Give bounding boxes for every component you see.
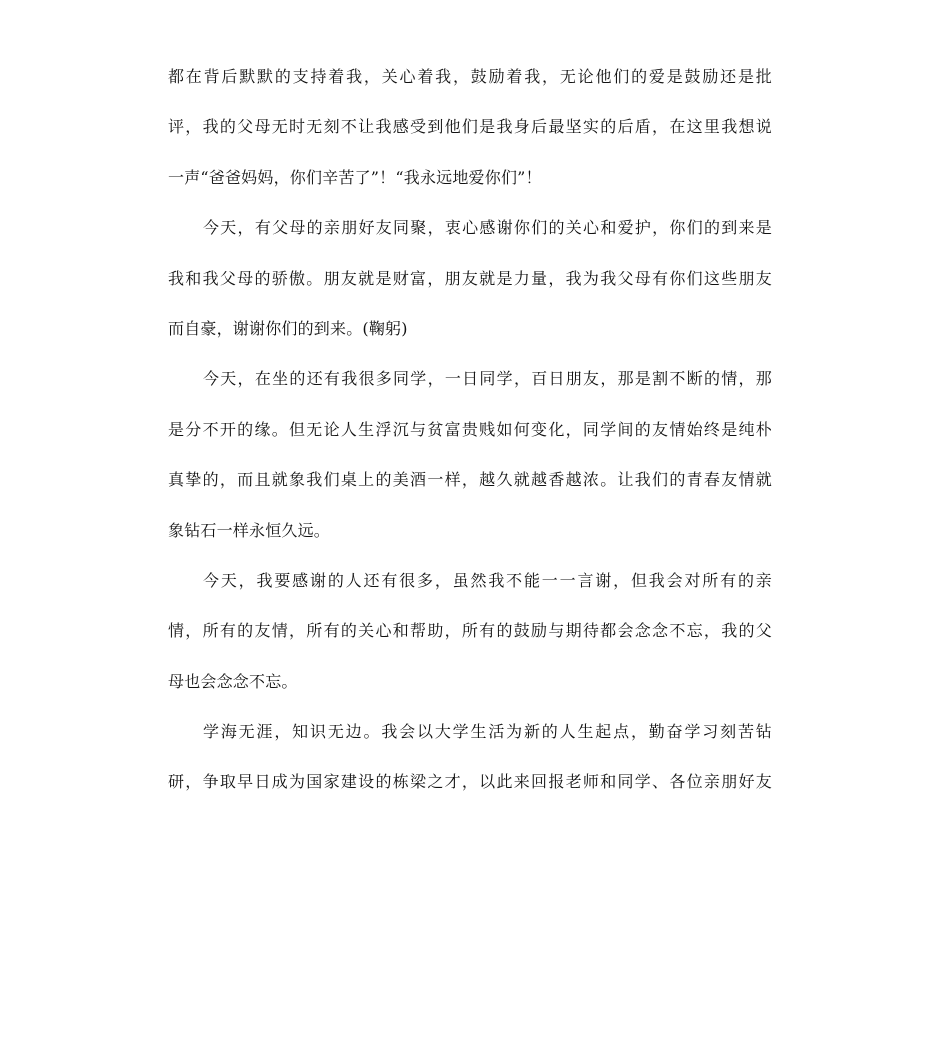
- text-line: 是分不开的缘。但无论人生浮沉与贫富贵贱如何变化，同学间的友情始终是纯朴: [168, 419, 772, 439]
- text-line: 母也会念念不忘。: [168, 671, 298, 691]
- paragraph-first-line: 学海无涯，知识无边。我会以大学生活为新的人生起点，勤奋学习刻苦钻: [203, 722, 772, 742]
- paragraph-first-line: 今天，在坐的还有我很多同学，一日同学，百日朋友，那是割不断的情，那: [203, 369, 772, 389]
- text-line: 而自豪，谢谢你们的到来。(鞠躬): [168, 318, 408, 338]
- paragraph-first-line: 今天，有父母的亲朋好友同聚，衷心感谢你们的关心和爱护，你们的到来是: [203, 218, 772, 238]
- text-line: 评，我的父母无时无刻不让我感受到他们是我身后最坚实的后盾，在这里我想说: [168, 117, 772, 137]
- text-line: 都在背后默默的支持着我，关心着我，鼓励着我，无论他们的爱是鼓励还是批: [168, 67, 772, 86]
- document-body: [168, 62, 772, 818]
- text-line: 研，争取早日成为国家建设的栋梁之才，以此来回报老师和同学、各位亲朋好友: [168, 772, 772, 792]
- paragraph-first-line: 今天，我要感谢的人还有很多，虽然我不能一一言谢，但我会对所有的亲: [203, 570, 772, 590]
- text-line: 真挚的，而且就象我们桌上的美酒一样，越久就越香越浓。让我们的青春友情就: [168, 470, 772, 490]
- text-line: 一声“爸爸妈妈，你们辛苦了”！“我永远地爱你们”！: [168, 167, 542, 187]
- text-line: 情，所有的友情，所有的关心和帮助，所有的鼓励与期待都会念念不忘，我的父: [168, 621, 772, 641]
- text-line: 象钻石一样永恒久远。: [168, 520, 331, 540]
- text-line: 我和我父母的骄傲。朋友就是财富，朋友就是力量，我为我父母有你们这些朋友: [168, 268, 772, 288]
